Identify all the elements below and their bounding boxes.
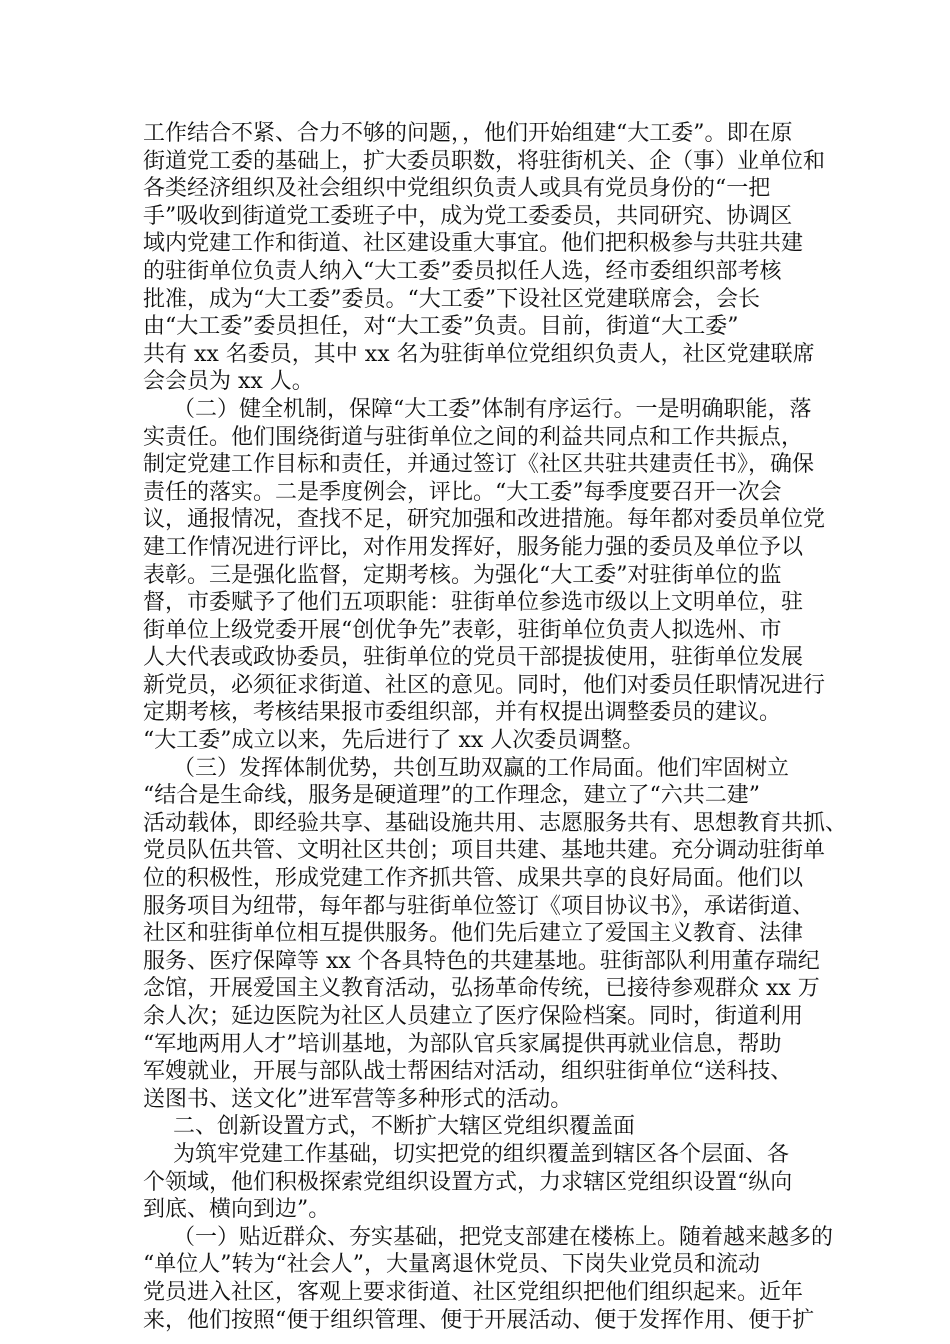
text-line: 新党员，必须征求街道、社区的意见。同时，他们对委员任职情况进行 [143, 672, 826, 698]
text-line: 位的积极性，形成党建工作齐抓共管、成果共享的良好局面。他们以 [143, 866, 804, 892]
text-line: “单位人”转为“社会人”，大量离退休党员、下岗失业党员和流动 [143, 1252, 760, 1278]
text-line: “大工委”成立以来，先后进行了 xx 人次委员调整。 [143, 728, 645, 754]
text-line: “结合是生命线，服务是硬道理”的工作理念，建立了“六共二建” [143, 783, 760, 809]
text-line: 责任的落实。二是季度例会，评比。“大工委”每季度要召开一次会 [143, 479, 782, 505]
text-line: 党员队伍共管、文明社区共创；项目共建、基地共建。充分调动驻街单 [143, 838, 826, 864]
text-line: 军嫂就业，开展与部队战士帮困结对活动，组织驻街单位“送科技、 [143, 1059, 793, 1085]
text-line: 共有 xx 名委员，其中 xx 名为驻街单位党组织负责人，社区党建联席 [143, 341, 815, 367]
document-body [143, 120, 848, 1334]
text-line: 到底、横向到边”。 [143, 1197, 331, 1223]
text-line: 街道党工委的基础上，扩大委员职数，将驻街机关、企（事）业单位和 [143, 148, 826, 174]
text-line: 活动载体，即经验共享、基础设施共用、志愿服务共有、思想教育共抓、 [143, 810, 848, 836]
text-line: 人大代表或政协委员，驻街单位的党员干部提拔使用，驻街单位发展 [143, 645, 804, 671]
text-line: 党员进入社区，客观上要求街道、社区党组织把他们组织起来。近年 [143, 1279, 804, 1305]
text-line: （一）贴近群众、夯实基础，把党支部建在楼栋上。随着越来越多的 [173, 1224, 834, 1250]
text-line: 手”吸收到街道党工委班子中，成为党工委委员，共同研究、协调区 [143, 203, 793, 229]
text-line: 服务项目为纽带，每年都与驻街单位签订《项目协议书》，承诺街道、 [143, 893, 815, 919]
text-line: 表彰。三是强化监督，定期考核。为强化“大工委”对驻街单位的监 [143, 562, 782, 588]
text-line: （三）发挥体制优势，共创互助双赢的工作局面。他们牢固树立 [173, 755, 790, 781]
text-line: 会会员为 xx 人。 [143, 369, 314, 395]
text-line: 余人次；延边医院为社区人员建立了医疗保险档案。同时，街道利用 [143, 1004, 804, 1029]
text-line: 由“大工委”委员担任，对“大工委”负责。目前，街道“大工委” [143, 314, 739, 340]
text-line: 批准，成为“大工委”委员。“大工委”下设社区党建联席会，会长 [143, 286, 760, 312]
text-line: 议，通报情况，查找不足，研究加强和改进措施。每年都对委员单位党 [143, 507, 826, 533]
text-line: 个领域，他们积极探索党组织设置方式，力求辖区党组织设置“纵向 [143, 1169, 793, 1195]
text-line: 街单位上级党委开展“创优争先”表彰，驻街单位负责人拟选州、市 [143, 617, 782, 643]
text-line: 念馆，开展爱国主义教育活动，弘扬革命传统，已接待参观群众 xx 万 [143, 976, 820, 1002]
text-line: 域内党建工作和街道、社区建设重大事宜。他们把积极参与共驻共建 [143, 231, 804, 257]
text-line: 服务、医疗保障等 xx 个各具特色的共建基地。驻街部队利用董存瑞纪 [143, 948, 820, 974]
text-line: 制定党建工作目标和责任，并通过签订《社区共驻共建责任书》，确保 [143, 452, 815, 478]
text-line: 实责任。他们围绕街道与驻街单位之间的利益共同点和工作共振点， [143, 424, 804, 450]
text-line: 送图书、送文化”进军营等多种形式的活动。 [143, 1086, 573, 1112]
text-line: 督，市委赋予了他们五项职能：驻街单位参选市级以上文明单位，驻 [143, 590, 804, 616]
text-line: “军地两用人才”培训基地，为部队官兵家属提供再就业信息，帮助 [143, 1031, 782, 1057]
text-line: 建工作情况进行评比，对作用发挥好，服务能力强的委员及单位予以 [143, 534, 804, 560]
text-line: 工作结合不紧、合力不够的问题，，他们开始组建“大工委”。即在原 [143, 121, 793, 146]
text-line: 为筑牢党建工作基础，切实把党的组织覆盖到辖区各个层面、各 [173, 1141, 790, 1167]
text-line: 各类经济组织及社会组织中党组织负责人或具有党员身份的“一把 [143, 176, 771, 202]
text-line: （二）健全机制，保障“大工委”体制有序运行。一是明确职能，落 [173, 396, 812, 422]
text-line: 社区和驻街单位相互提供服务。他们先后建立了爱国主义教育、法律 [143, 921, 804, 947]
text-line: 定期考核，考核结果报市委组织部，并有权提出调整委员的建议。 [143, 700, 782, 726]
text-line: 二、创新设置方式，不断扩大辖区党组织覆盖面 [173, 1114, 636, 1140]
text-line: 的驻街单位负责人纳入“大工委”委员拟任人选，经市委组织部考核 [143, 258, 782, 284]
text-line: 来，他们按照“便于组织管理、便于开展活动、便于发挥作用、便于扩 [143, 1307, 815, 1333]
